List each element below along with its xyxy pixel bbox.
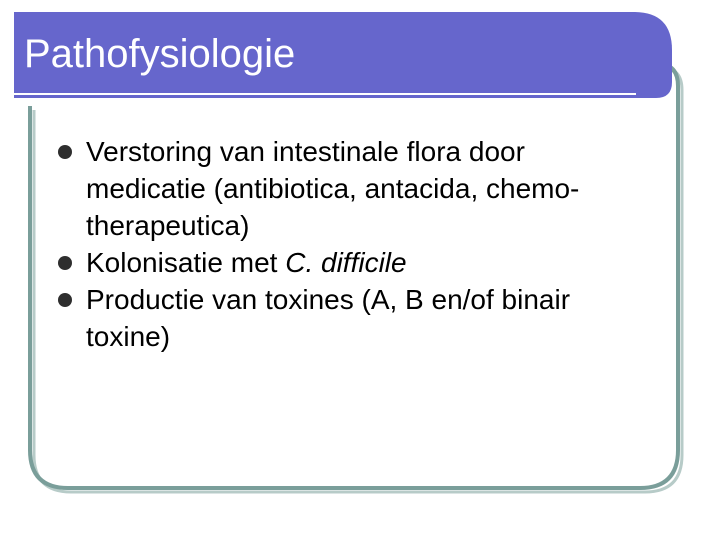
bullet-item	[58, 133, 668, 244]
bullet-item	[58, 281, 668, 355]
bullet-text-italic: C. difficile	[285, 247, 407, 278]
bullet-list	[58, 133, 668, 355]
bullet-item	[58, 244, 668, 281]
bullet-text-line: medicatie (antibiotica, antacida, chemo-	[86, 173, 580, 204]
bullet-text-line: therapeutica)	[86, 210, 250, 241]
bullet-text-line	[86, 244, 668, 281]
bullet-dot-icon	[58, 256, 72, 270]
bullet-dot-icon	[58, 293, 72, 307]
bullet-text-line: Productie van toxines (A, B en/of binair	[86, 284, 571, 315]
bullet-text-line: toxine)	[86, 321, 171, 352]
slide-title: Pathofysiologie	[24, 32, 296, 76]
bullet-text-line: Verstoring van intestinale flora door	[86, 136, 525, 167]
bullet-dot-icon	[58, 145, 72, 159]
bullet-text-plain: Kolonisatie met	[86, 247, 286, 278]
